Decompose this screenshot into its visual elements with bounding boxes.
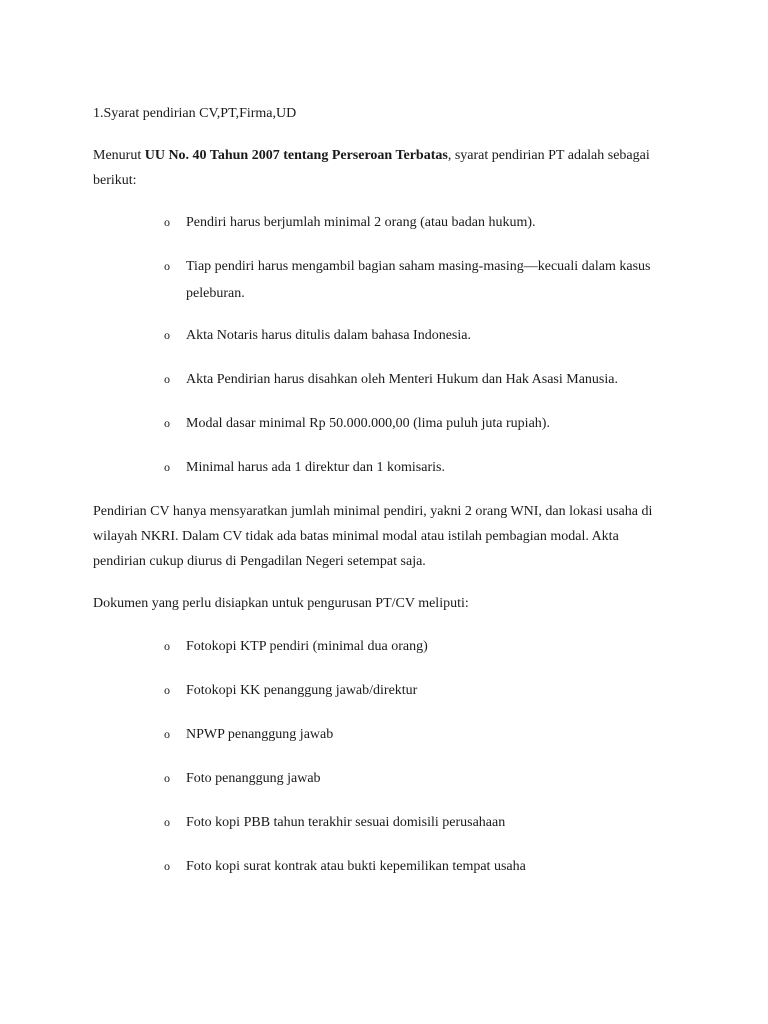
- list-item-text: Fotokopi KTP pendiri (minimal dua orang): [186, 639, 428, 654]
- intro-paragraph: [93, 143, 673, 193]
- list-item-text: Akta Notaris harus ditulis dalam bahasa Indonesia.: [186, 328, 471, 343]
- intro-law-reference: UU No. 40 Tahun 2007 tentang Perseroan Terbatas: [144, 148, 448, 163]
- list-item-text: Tiap pendiri harus mengambil bagian saham masing-masing—kecuali dalam kasus peleburan.: [186, 259, 651, 301]
- bullet-marker: o: [164, 215, 170, 229]
- bullet-marker: o: [164, 328, 170, 342]
- bullet-marker: o: [164, 683, 170, 697]
- bullet-marker: o: [164, 771, 170, 785]
- intro-prefix: Menurut: [93, 148, 145, 163]
- list-item-text: Modal dasar minimal Rp 50.000.000,00 (lima puluh juta rupiah).: [186, 416, 550, 431]
- bullet-marker: o: [164, 727, 170, 741]
- documents-intro: Dokumen yang perlu disiapkan untuk pengurusan PT/CV meliputi:: [93, 596, 469, 611]
- section-heading: 1.Syarat pendirian CV,PT,Firma,UD: [93, 106, 297, 121]
- bullet-marker: o: [164, 639, 170, 653]
- bullet-marker: o: [164, 416, 170, 430]
- list-item-text: Akta Pendirian harus disahkan oleh Menteri Hukum dan Hak Asasi Manusia.: [186, 372, 618, 387]
- list-item-text: Foto kopi PBB tahun terakhir sesuai domisili perusahaan: [186, 815, 506, 830]
- bullet-marker: o: [164, 460, 170, 474]
- cv-paragraph: Pendirian CV hanya mensyaratkan jumlah minimal pendiri, yakni 2 orang WNI, dan lokasi usaha di wilayah NKRI. Dalam CV tidak ada batas minimal modal atau istilah pembagian modal. Akta pendirian cukup diurus di Pengadilan Negeri setempat saja.: [93, 504, 653, 569]
- bullet-marker: o: [164, 259, 170, 273]
- list-item-text: Foto kopi surat kontrak atau bukti kepemilikan tempat usaha: [186, 859, 526, 874]
- list-item-text: NPWP penanggung jawab: [186, 727, 334, 742]
- intro-suffix: , syarat pendirian PT adalah sebagai berikut:: [93, 148, 650, 188]
- bullet-marker: o: [164, 859, 170, 873]
- list-item-text: Pendiri harus berjumlah minimal 2 orang (atau badan hukum).: [186, 215, 536, 230]
- bullet-marker: o: [164, 815, 170, 829]
- bullet-marker: o: [164, 372, 170, 386]
- list-item-text: Fotokopi KK penanggung jawab/direktur: [186, 683, 418, 698]
- list-item-text: Minimal harus ada 1 direktur dan 1 komisaris.: [186, 460, 445, 475]
- list-item-text: Foto penanggung jawab: [186, 771, 321, 786]
